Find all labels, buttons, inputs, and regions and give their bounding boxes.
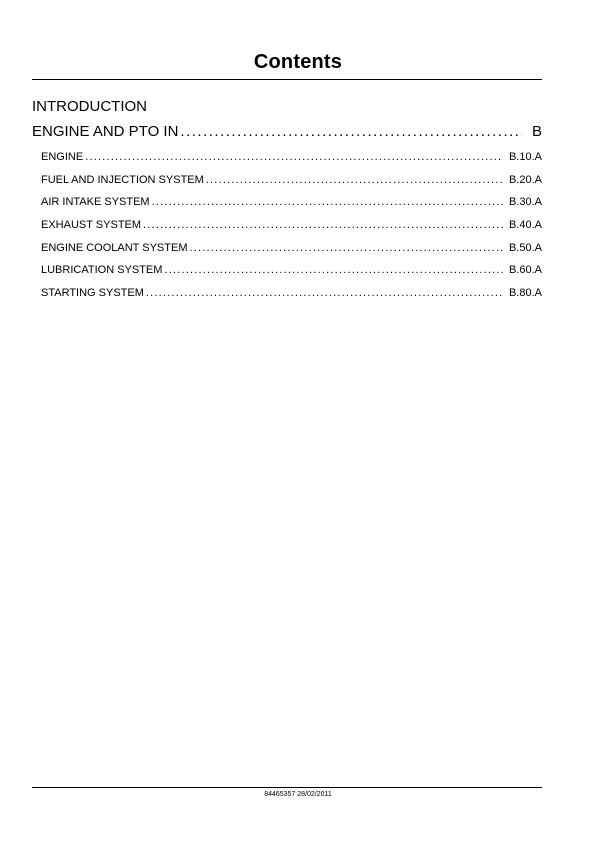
toc-entry-page: B.40.A — [508, 219, 542, 232]
toc-entry-label: LUBRICATION SYSTEM — [41, 264, 163, 277]
toc-entry-lubrication-system[interactable] — [32, 259, 542, 282]
toc-dot-leader — [164, 259, 503, 282]
toc-entry-label: ENGINE — [41, 151, 84, 163]
toc-dot-leader — [152, 191, 503, 214]
toc-section-page: B — [531, 123, 542, 140]
toc-entry-page: B.50.A — [508, 241, 542, 254]
toc-entry-page: B.80.A — [508, 287, 542, 300]
header-divider — [32, 79, 542, 80]
toc-section-engine-and-pto[interactable] — [32, 121, 542, 143]
toc-entry-label: FUEL AND INJECTION SYSTEM — [41, 173, 204, 186]
toc-entry-fuel-and-injection-system[interactable] — [32, 169, 542, 192]
toc-entry-starting-system[interactable] — [32, 282, 542, 305]
toc-entry-page: B.10.A — [508, 151, 542, 163]
table-of-contents — [32, 96, 542, 305]
toc-dot-leader — [146, 282, 503, 305]
footer-divider — [32, 787, 542, 788]
toc-entry-engine[interactable] — [32, 146, 542, 169]
page-footer: 84465357 28/02/2011 — [264, 791, 332, 798]
toc-entry-engine-coolant-system[interactable] — [32, 237, 542, 260]
toc-entry-label: AIR INTAKE SYSTEM — [41, 196, 150, 209]
toc-dot-leader — [143, 214, 503, 237]
toc-entry-page: B.60.A — [508, 264, 542, 277]
toc-introduction-link[interactable]: INTRODUCTION — [32, 98, 147, 115]
toc-dot-leader — [206, 169, 503, 192]
toc-entry-exhaust-system[interactable] — [32, 214, 542, 237]
toc-entry-page: B.20.A — [508, 173, 542, 186]
toc-entry-label: STARTING SYSTEM — [41, 287, 144, 300]
toc-entry-page: B.30.A — [508, 196, 542, 209]
page-title: Contents — [253, 51, 343, 73]
toc-entry-air-intake-system[interactable] — [32, 191, 542, 214]
toc-entry-label: ENGINE COOLANT SYSTEM — [41, 241, 188, 254]
toc-entry-label: EXHAUST SYSTEM — [41, 219, 142, 232]
toc-section-label: ENGINE AND PTO IN — [32, 123, 179, 140]
toc-dot-leader — [85, 146, 503, 169]
toc-dot-leader — [180, 121, 522, 143]
toc-dot-leader — [190, 237, 503, 260]
